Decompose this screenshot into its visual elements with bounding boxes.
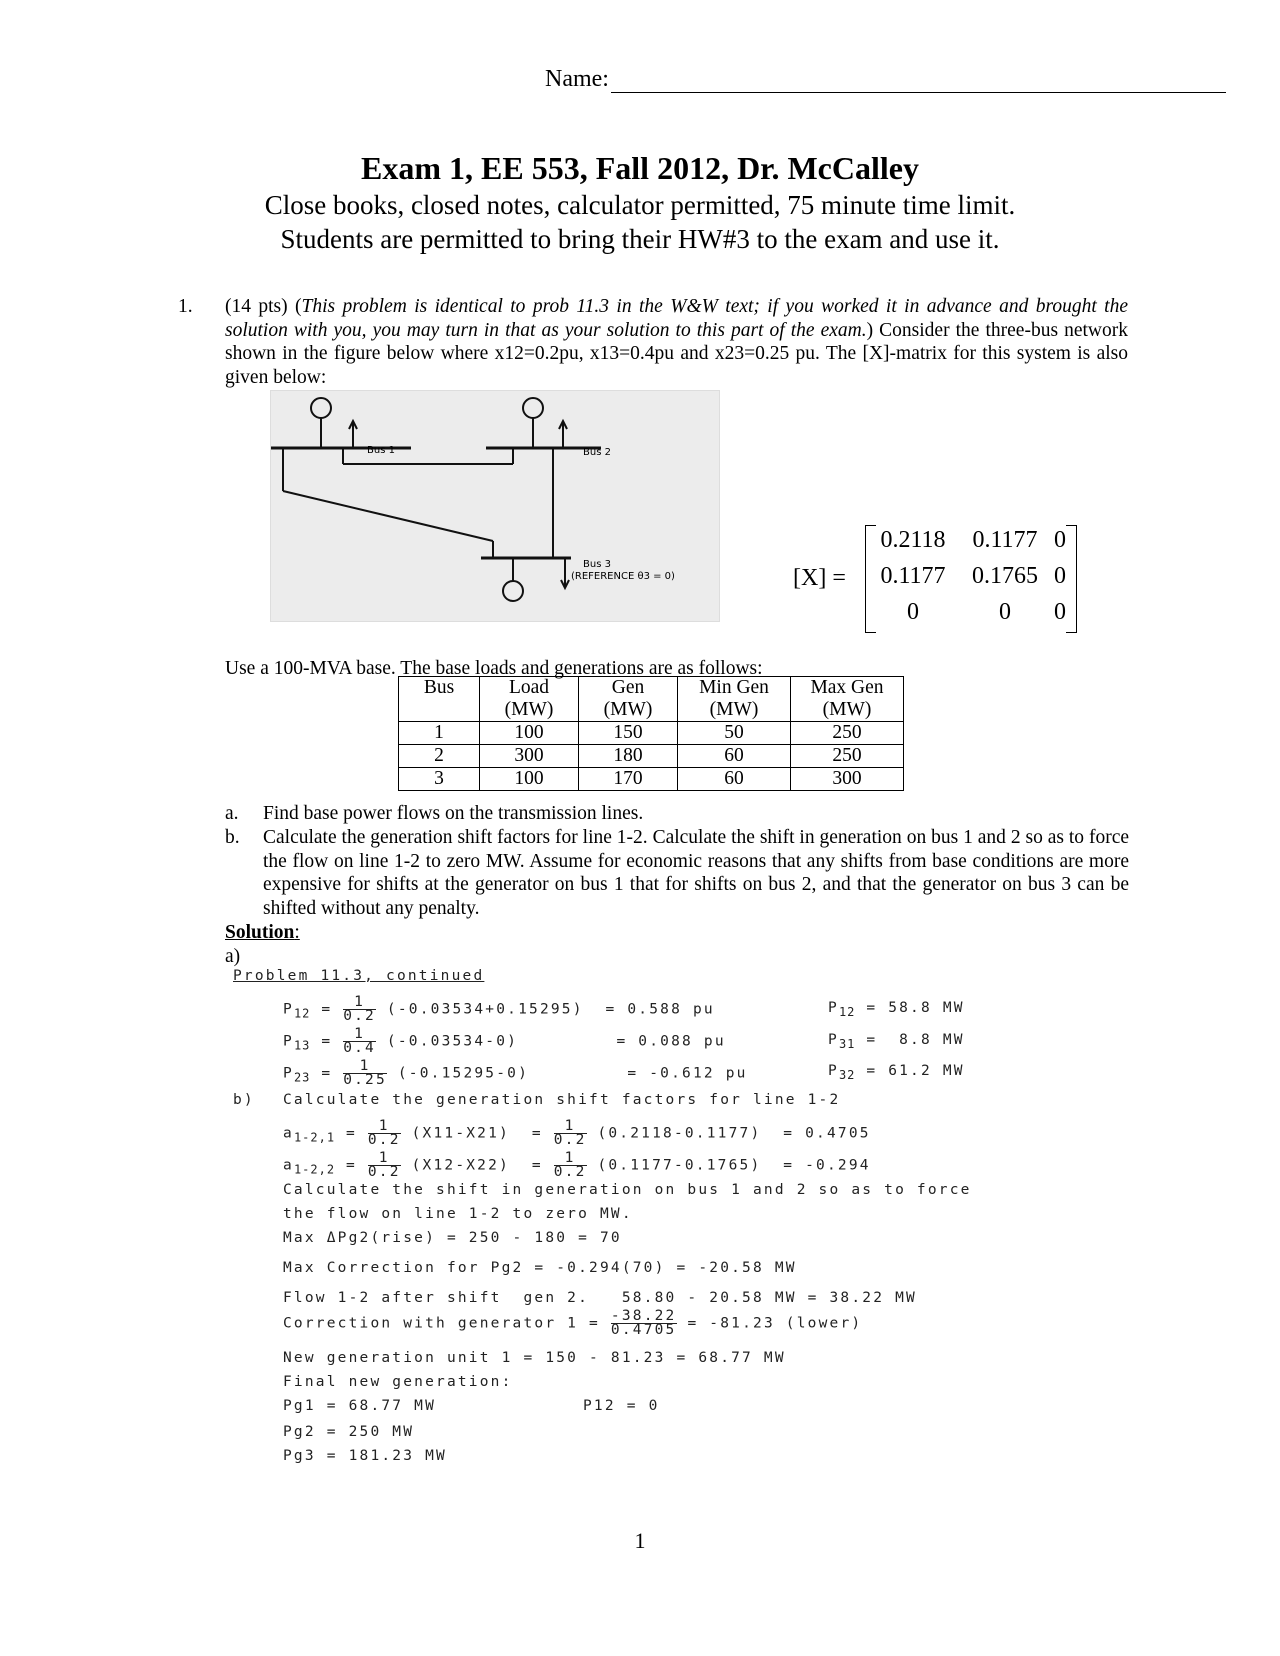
table-cell: 50 (678, 722, 791, 745)
col-unit: (MW) (678, 699, 791, 722)
hw-r12: $P_{12} = 58.8$ MW (828, 1000, 965, 1019)
matrix-cell: 0.1177 (972, 527, 1038, 553)
matrix-label: [X] = (793, 565, 846, 591)
table-cell: 100 (480, 768, 579, 791)
hw-shift-1: Calculate the shift in generation on bus 1 and 2 so as to force (283, 1182, 972, 1198)
col-header: Min Gen (678, 677, 791, 700)
exam-rules-1: Close books, closed notes, calculator permitted, 75 minute time limit. (264, 190, 1016, 220)
hw-p13: $P_{13}$ = $\frac{1}{0.4}$ (-0.03534-0) = 0.088 pu (283, 1026, 726, 1056)
bus-2-label: Bus 2 (583, 447, 611, 458)
matrix-brackets (865, 525, 1077, 633)
hw-r31: $P_{31} = 8.8$ MW (828, 1032, 965, 1051)
hw-shift-2: the flow on line 1-2 to zero MW. (283, 1206, 633, 1222)
hw-new-gen: New generation unit 1 = 150 - 81.23 = 68.77 MW (283, 1350, 786, 1366)
hw-a12-2: $a_{1-2,2}$ = $\frac{1}{0.2}$ (X12-X22) = $\frac{1}{0.2}$ (0.1177-0.1765) = -0.294 (283, 1150, 871, 1180)
solution-part-a-label: a) (225, 946, 241, 967)
bus-3-reference: (REFERENCE θ3 = 0) (571, 571, 675, 582)
table-row (399, 722, 904, 745)
table-cell: 150 (579, 722, 678, 745)
hw-r32: $P_{32} = 61.2$ MW (828, 1063, 965, 1082)
matrix-cell: 0.1177 (880, 563, 946, 589)
table-cell: 1 (399, 722, 480, 745)
hw-flow-after: Flow 1-2 after shift gen 2. 58.80 - 20.58 MW = 38.22 MW (283, 1290, 917, 1306)
x-matrix (793, 525, 1083, 635)
hw-pg3: Pg3 = 181.23 MW (283, 1448, 447, 1464)
problem-description: ) Consider the three-bus network shown in the figure below where x12=0.2pu, x13=0.4pu and x23=0.25 pu. The [X]-matrix for this system is also given below: (225, 319, 1128, 388)
name-underline (611, 68, 1226, 93)
col-header: Gen (579, 677, 678, 700)
hw-b-label: b) (233, 1092, 255, 1108)
col-header: Max Gen (791, 677, 904, 700)
table-units-row (399, 699, 904, 722)
one-line-diagram (271, 391, 719, 621)
table-cell: 2 (399, 745, 480, 768)
bus-3-label: Bus 3 (583, 559, 611, 570)
hw-final: Final new generation: (283, 1374, 513, 1390)
question-text: Find base power flows on the transmission lines. (263, 803, 644, 824)
page-number: 1 (634, 1528, 646, 1553)
table-cell: 250 (791, 745, 904, 768)
loads-intro: Use a 100-MVA base. The base loads and generations are as follows: (225, 658, 763, 679)
col-header: Load (480, 677, 579, 700)
hw-p12: $P_{12}$ = $\frac{1}{0.2}$ (-0.03534+0.15295) = 0.588 pu (283, 994, 715, 1024)
table-cell: 60 (678, 745, 791, 768)
matrix-cell: 0 (1054, 599, 1066, 625)
col-header: Bus (399, 677, 480, 700)
table-cell: 60 (678, 768, 791, 791)
hw-max-correction: Max Correction for Pg2 = -0.294(70) = -20.58 MW (283, 1260, 797, 1276)
problem-points: (14 pts) ( (225, 296, 302, 317)
problem-statement (225, 295, 1128, 389)
three-bus-diagram (270, 390, 720, 622)
hw-a12-1: $a_{1-2,1}$ = $\frac{1}{0.2}$ (X11-X21) = $\frac{1}{0.2}$ (0.2118-0.1177) = 0.4705 (283, 1118, 871, 1148)
hw-p23: $P_{23}$ = $\frac{1}{0.25}$ (-0.15295-0) = -0.612 pu (283, 1058, 748, 1088)
col-unit: (MW) (579, 699, 678, 722)
table-header-row (399, 677, 904, 700)
hw-correction-gen1: Correction with generator 1 = $\frac{-38.22}{0.4705}$ = -81.23 (lower) (283, 1308, 863, 1338)
hw-p12-zero: P12 = 0 (583, 1398, 660, 1414)
hw-max-rise: Max ΔPg2(rise) = 250 - 180 = 70 (283, 1230, 622, 1246)
hw-b-text: Calculate the generation shift factors for line 1-2 (283, 1092, 841, 1108)
table-cell: 300 (480, 745, 579, 768)
table-cell: 3 (399, 768, 480, 791)
name-field (545, 66, 1226, 93)
problem-number: 1. (178, 296, 193, 317)
name-label: Name: (545, 66, 609, 92)
problem-note: This problem is identical to prob 11.3 in the W&W text; if you worked it in advance and brought the solution with you, you may turn in that as your solution to this part of the exam. (225, 296, 1128, 341)
hw-pg1: Pg1 = 68.77 MW (283, 1398, 437, 1414)
generation-table (398, 676, 904, 791)
hw-pg2: Pg2 = 250 MW (283, 1424, 415, 1440)
matrix-cell: 0 (907, 599, 919, 625)
question-text: Calculate the generation shift factors for line 1-2. Calculate the shift in generation on bus 1 and 2 so as to force the flow on line 1-2 to zero MW. Assume for economic reasons that any shifts from base conditions are more expensive for shifts at the generator on bus 1 that for shifts on bus 2, and that the generator on bus 3 can be shifted without any penalty. (263, 827, 1129, 919)
matrix-cell: 0 (999, 599, 1011, 625)
col-unit: (MW) (480, 699, 579, 722)
matrix-cell: 0.2118 (880, 527, 946, 553)
solution-label: Solution (225, 922, 295, 943)
exam-rules-2: Students are permitted to bring their HW#3 to the exam and use it. (280, 224, 1000, 254)
hw-heading: Problem 11.3, continued (233, 968, 485, 984)
question-label: b. (225, 827, 240, 848)
matrix-cell: 0.1765 (972, 563, 1038, 589)
matrix-cell: 0 (1054, 527, 1066, 553)
col-unit: (MW) (791, 699, 904, 722)
table-cell: 100 (480, 722, 579, 745)
exam-title: Exam 1, EE 553, Fall 2012, Dr. McCalley (361, 150, 919, 186)
table-row (399, 745, 904, 768)
table-row (399, 768, 904, 791)
matrix-cell: 0 (1054, 563, 1066, 589)
col-unit (399, 699, 480, 722)
table-cell: 250 (791, 722, 904, 745)
bus-1-label: Bus 1 (367, 445, 395, 456)
solution-heading: Solution: (225, 922, 300, 943)
table-cell: 300 (791, 768, 904, 791)
table-cell: 170 (579, 768, 678, 791)
table-cell: 180 (579, 745, 678, 768)
question-label: a. (225, 803, 239, 824)
